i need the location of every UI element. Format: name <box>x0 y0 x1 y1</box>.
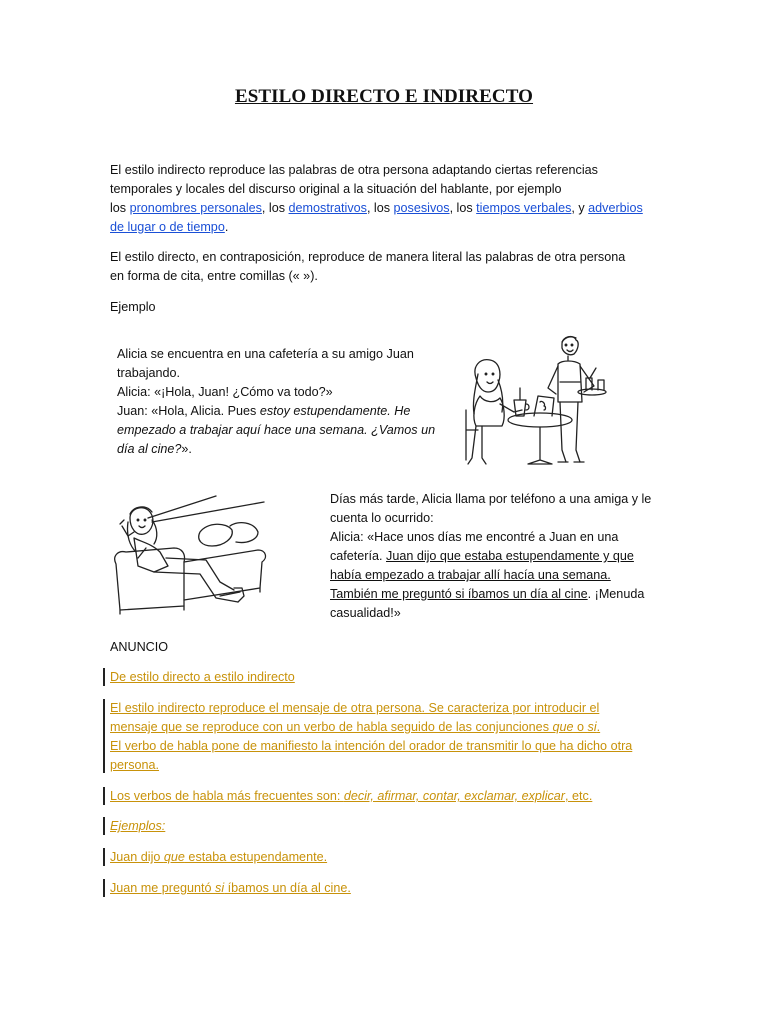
change-bar <box>103 848 105 866</box>
scene2-underline-span: También me preguntó si íbamos un día al cine <box>330 587 588 601</box>
intro-text: , los <box>261 201 289 215</box>
tracked-text: . <box>596 720 601 734</box>
scene1-text-span: Juan: «Hola, Alicia. Pues <box>117 404 260 418</box>
tracked-text: persona. <box>110 758 160 772</box>
anuncio-label: ANUNCIO <box>110 640 169 654</box>
scene2-underline-span: Juan dijo que estaba estupendamente y que <box>386 549 634 563</box>
tracked-paragraph-5 <box>110 879 351 898</box>
tracked-paragraph-4 <box>110 848 327 867</box>
scene2-line-3: Alicia: «Hace unos días me encontré a Juan en una <box>330 530 619 544</box>
tracked-paragraph-3 <box>110 817 165 836</box>
link-adverbios[interactable]: adverbios <box>588 201 643 215</box>
cafe-illustration <box>462 330 610 472</box>
tracked-text: estaba estupendamente. <box>184 850 328 864</box>
intro-text: , los <box>366 201 394 215</box>
change-bar <box>103 699 105 773</box>
tracked-text: Juan dijo <box>110 850 164 864</box>
tracked-italic: decir, afirmar, contar, exclamar, explicar <box>343 789 566 803</box>
link-adverbios-lugar-tiempo[interactable]: de lugar o de tiempo <box>110 220 225 234</box>
sofa-illustration <box>108 492 276 622</box>
tracked-text: Los verbos de habla más frecuentes son: <box>110 789 344 803</box>
scene1-italic-span: día al cine? <box>117 442 182 456</box>
scene1-line-5: empezado a trabajar aquí hace una semana. ¿Vamos un <box>117 423 436 437</box>
scene2-line-4 <box>330 547 670 566</box>
scene2-line-6 <box>330 585 670 604</box>
intro-line-3 <box>110 199 670 218</box>
tracked-heading-text: De estilo directo a estilo indirecto <box>110 670 295 684</box>
tracked-text: Juan me preguntó <box>110 881 216 895</box>
scene2-text-span: cafetería. <box>330 549 387 563</box>
scene1-line-1: Alicia se encuentra en una cafetería a su amigo Juan <box>117 347 414 361</box>
tracked-italic: si <box>215 881 225 895</box>
intro-line-1: El estilo indirecto reproduce las palabras de otra persona adaptando ciertas referencias <box>110 163 598 177</box>
scene1-text-span: ». <box>181 442 192 456</box>
intro-line-4 <box>110 218 670 237</box>
tracked-text: , etc. <box>565 789 593 803</box>
scene1-line-3: Alicia: «¡Hola, Juan! ¿Cómo va todo?» <box>117 385 333 399</box>
scene2-line-2: cuenta lo ocurrido: <box>330 511 434 525</box>
change-bar <box>103 879 105 897</box>
link-demostrativos[interactable]: demostrativos <box>288 201 367 215</box>
ejemplo-label: Ejemplo <box>110 300 156 314</box>
tracked-p1-line-1 <box>110 699 680 718</box>
scene1-italic-span: estoy estupendamente. He <box>259 404 411 418</box>
link-tiempos-verbales[interactable]: tiempos verbales <box>476 201 572 215</box>
tracked-text: íbamos un día al cine. <box>224 881 351 895</box>
tracked-text: El verbo de habla pone de manifiesto la intención del orador de transmitir lo que ha dicho otra <box>110 739 633 753</box>
intro-text: . <box>224 220 229 234</box>
directo-line-2: en forma de cita, entre comillas (« »). <box>110 269 318 283</box>
tracked-text: o <box>573 720 588 734</box>
tracked-p1-line-3 <box>110 737 680 756</box>
scene1-line-6 <box>117 440 457 459</box>
tracked-p1-line-4 <box>110 756 680 775</box>
intro-text: , los <box>449 201 477 215</box>
intro-text: los <box>110 201 130 215</box>
tracked-italic: Ejemplos: <box>110 819 166 833</box>
scene1-line-2: trabajando. <box>117 366 181 380</box>
page-title: ESTILO DIRECTO E INDIRECTO <box>234 86 534 107</box>
scene1-line-4 <box>117 402 457 421</box>
change-bar <box>103 668 105 686</box>
tracked-italic: que <box>552 720 574 734</box>
scene2-line-5: había empezado a trabajar allí hacía una semana. <box>330 568 611 582</box>
change-bar <box>103 817 105 835</box>
scene2-line-1: Días más tarde, Alicia llama por teléfono a una amiga y le <box>330 492 652 506</box>
link-pronombres-personales[interactable]: pronombres personales <box>129 201 262 215</box>
intro-paragraph <box>110 161 670 237</box>
change-bar <box>103 787 105 805</box>
scene2-text-span: . ¡Menuda <box>587 587 645 601</box>
tracked-italic: que <box>163 850 185 864</box>
directo-line-1: El estilo directo, en contraposición, reproduce de manera literal las palabras de otra persona <box>110 250 626 264</box>
tracked-paragraph-2 <box>110 787 592 806</box>
link-posesivos[interactable]: posesivos <box>393 201 450 215</box>
tracked-text: mensaje que se reproduce con un verbo de habla seguido de las conjunciones <box>110 720 553 734</box>
scene1-text <box>117 345 457 459</box>
tracked-italic: si <box>587 720 597 734</box>
tracked-p1-line-2 <box>110 718 680 737</box>
tracked-heading <box>110 668 295 687</box>
intro-text: , y <box>571 201 589 215</box>
tracked-paragraph-1 <box>110 699 680 775</box>
intro-line-2: temporales y locales del discurso original a la situación del hablante, por ejemplo <box>110 182 562 196</box>
tracked-text: El estilo indirecto reproduce el mensaje de otra persona. Se caracteriza por introducir el <box>110 701 600 715</box>
directo-paragraph <box>110 248 670 286</box>
scene2-line-7: casualidad!» <box>330 606 401 620</box>
scene2-text <box>330 490 670 623</box>
